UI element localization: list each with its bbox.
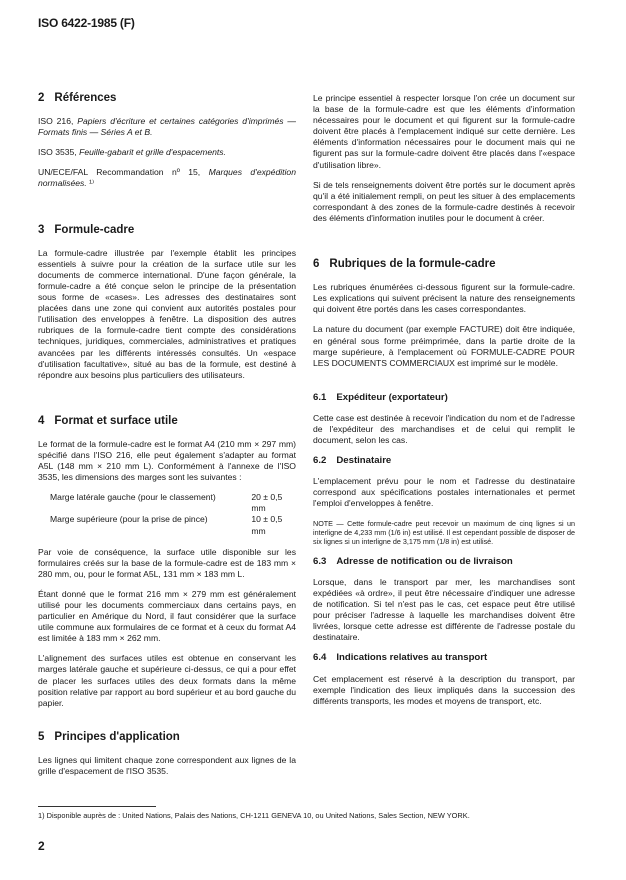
section-6-heading: 6 Rubriques de la formule-cadre — [313, 258, 496, 271]
reference-iso-3535: ISO 3535, Feuille-gabarit et grille d'espacements. — [38, 147, 226, 158]
footnote: 1) Disponible auprès de : United Nations, Palais des Nations, CH-1211 GENEVA 10, ou United Nations, Sales Section, NEW YORK. — [38, 811, 470, 820]
footnote-divider — [38, 806, 156, 807]
paragraph: Par voie de conséquence, la surface utile disponible sur les formulaires créés sur la base de la formule-cadre est de 183 mm × 280 mm, ou, pour le format A5L, 131 mm × 183 mm L. — [38, 546, 296, 579]
section-title: Références — [54, 92, 117, 104]
paragraph: Lorsque, dans le transport par mer, les marchandises sont expédiées «à ordre», il peut être nécessaire d'indiquer une adresse de notification. Si tel n'est pas le cas, cet espace peut être utilisé pour préciser l'adresse à laquelle les marchandises doivent être livrées, lorsque cette adresse est différente de l'adresse postale du destinataire. — [313, 576, 575, 643]
document-id: ISO 6422-1985 (F) — [38, 16, 135, 30]
section-6-3-heading: 6.3 Adresse de notification ou de livraison — [313, 555, 513, 567]
paragraph: Le principe essentiel à respecter lorsque l'on crée un document sur la base de la formule-cadre est que les éléments d'information nécessaires pour le document et qui figurent sur la formule-cadre doivent être placés à l'emplacement indiqué sur cette dernière. Les éléments d'information nécessaires pour le document mais qui ne figurent pas sur la formule-cadre doivent être placés dans l'«espace d'utilisation libre». — [313, 93, 575, 170]
paragraph: Cette case est destinée à recevoir l'indication du nom et de l'adresse de l'expéditeur des marchandises et de celui qui remplit le document, selon les cas. — [313, 412, 575, 446]
section-number: 2 — [38, 92, 45, 104]
margin-row: Marge latérale gauche (pour le classement) 20 ± 0,5 mm — [50, 492, 283, 514]
paragraph: La nature du document (par exemple FACTURE) doit être indiquée, en général sous forme préimprimée, dans la partie droite de la marge supérieure, à l'emplacement où FORMULE-CADRE POUR LES DOCUMENTS COMMERCIAUX est imprimé sur le modèle. — [313, 324, 575, 368]
reference-unece: UN/ECE/FAL Recommandation nº 15, Marques d'expédition normalisées. ¹⁾ — [38, 167, 296, 189]
paragraph: Cet emplacement est réservé à la description du transport, par exemple l'indication des lieux impliqués dans la succession des différents transports, les modes et moyens de transport, etc. — [313, 673, 575, 706]
paragraph: Si de tels renseignements doivent être portés sur le document après qu'il a été initialement rempli, on peut les situer à des emplacements correspondant à des zones de la formule-cadre destinés à recevoir des éléments d'information inutiles pour le document à créer. — [313, 179, 575, 223]
margins-list — [50, 492, 296, 536]
section-6-2-heading: 6.2 Destinataire — [313, 455, 392, 467]
paragraph: La formule-cadre illustrée par l'exemple établit les principes essentiels à suivre pour la création de la surface utile sur les documents de commerce international. D'une façon générale, la formule-cadre a été conçue selon le principe de la présentation sous forme de «cases». Les adresses des destinataires sont placées dans une zone qui convient aux autorités postales pour l'utilisation des enveloppes à fenêtre. La disposition des autres rubriques de la formule-cadre tient compte des considérations techniques, juridiques, commerciales, administratives et pratiques avancées par les différents intéressés consultés. Un «espace d'utilisation facultative», situé au bas de la formule, est destiné à répondre aux besoins plus particuliers des utilisateurs. — [38, 247, 296, 380]
paragraph: Les rubriques énumérées ci-dessous figurent sur la formule-cadre. Les explications qui suivent précisent la nature des renseignements qui doivent être portés dans les cases correspondantes. — [313, 282, 575, 315]
section-4-heading: 4 Format et surface utile — [38, 414, 178, 427]
section-2-heading — [38, 93, 296, 104]
section-3-heading: 3 Formule-cadre — [38, 223, 135, 236]
section-5-heading: 5 Principes d'application — [38, 730, 180, 743]
section-6-1-heading: 6.1 Expéditeur (exportateur) — [313, 391, 448, 403]
margin-row: Marge supérieure (pour la prise de pince) 10 ± 0,5 mm — [50, 514, 283, 536]
page-number: 2 — [38, 839, 45, 853]
paragraph: L'alignement des surfaces utiles est obtenue en conservant les marges latérale gauche et supérieure ci-dessus, ce qui a pour effet de placer les surfaces utiles des deux formats dans la même position relative par rapport au bord supérieur et au bord gauche du papier. — [38, 653, 296, 708]
paragraph: Le format de la formule-cadre est le format A4 (210 mm × 297 mm) spécifié dans l'ISO 216, elle peut également s'adapter au format A5L (148 mm × 210 mm L). Conformément à l'annexe de l'ISO 3535, les dimensions des marges sont les suivantes : — [38, 438, 296, 483]
left-column — [38, 93, 296, 786]
note: NOTE — Cette formule-cadre peut recevoir un maximum de cinq lignes si un interligne de 4,233 mm (1/6 in) est utilisé. Il est cependant possible de disposer de six lignes si un interligne de 3,175 mm (1/8 in) est utilisé. — [313, 518, 575, 547]
section-6-4-heading: 6.4 Indications relatives au transport — [313, 652, 488, 664]
paragraph: Les lignes qui limitent chaque zone correspondent aux lignes de la grille d'espacement de l'ISO 3535. — [38, 754, 296, 777]
right-column — [313, 93, 575, 716]
paragraph: L'emplacement prévu pour le nom et l'adresse du destinataire correspond aux spécifications postales internationales et permet l'emploi d'enveloppes à fenêtre. — [313, 476, 575, 509]
paragraph: Étant donné que le format 216 mm × 279 mm est généralement utilisé pour les documents commerciaux dans certains pays, en particulier en Amérique du Nord, il faut considérer que la surface utile commune aux formulaires de ce format et à ceux du format A4 est limitée à 183 mm × 262 mm. — [38, 588, 296, 644]
reference-iso-216: ISO 216, Papiers d'écriture et certaines catégories d'imprimés — Formats finis — Séries A et B. — [38, 116, 297, 138]
